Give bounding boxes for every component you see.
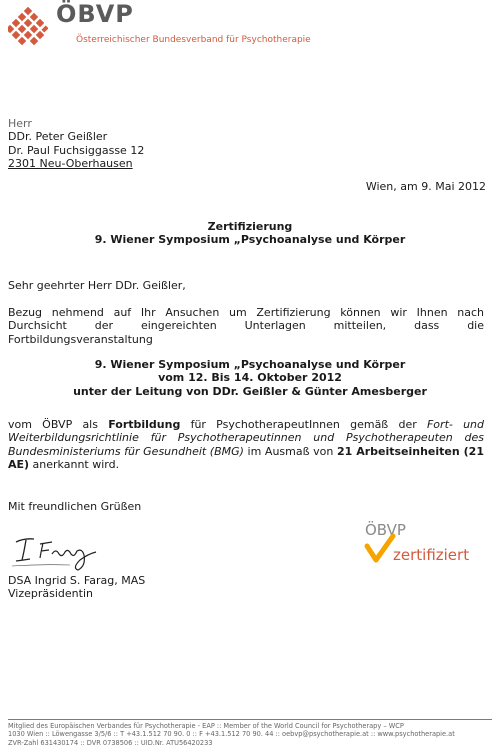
seal-check-icon	[367, 536, 393, 560]
handwritten-signature	[10, 530, 110, 572]
certification-paragraph	[8, 418, 484, 472]
greeting: Sehr geehrter Herr DDr. Geißler,	[8, 279, 186, 292]
signer-block	[8, 574, 145, 601]
signer-role: Vizepräsidentin	[8, 587, 93, 601]
recipient-name: DDr. Peter Geißler	[8, 130, 108, 144]
subject-line-1: Zertifizierung	[207, 220, 293, 233]
event-dates: vom 12. Bis 14. Oktober 2012	[158, 371, 342, 385]
footer	[8, 722, 455, 747]
recipient-street: Dr. Paul Fuchsiggasse 12	[8, 143, 145, 157]
para2-bold-units: 21 Arbeitseinheiten (21 AE)	[8, 444, 484, 472]
footer-line-2: 1030 Wien :: Löwengasse 3/5/6 :: T +43.1.512 70 90. 0 :: F +43.1.512 70 90. 44 :: oebvp@psychotherapie.at :: www.psychotherapie.at	[8, 730, 455, 739]
org-subtitle: Österreichischer Bundesverband für Psychotherapie	[76, 35, 311, 45]
event-block	[0, 358, 500, 398]
seal-org: ÖBVP	[365, 521, 406, 539]
letter-date: Wien, am 9. Mai 2012	[365, 180, 486, 193]
signer-name: DSA Ingrid S. Farag, MAS	[8, 574, 146, 587]
para2-guideline-italic: Fort- und Weiterbildungsrichtlinie für Psychotherapeutinnen und Psychotherapeuten des Bundesministeriums für Gesundheit (BMG)	[8, 418, 485, 458]
para2-text-3: im Ausmaß von	[243, 444, 337, 458]
closing: Mit freundlichen Grüßen	[8, 500, 142, 513]
subject-block	[0, 220, 500, 247]
intro-paragraph: Bezug nehmend auf Ihr Ansuchen um Zertifizierung können wir Ihnen nach Durchsicht der eingereichten Unterlagen mitteilen, dass die Fortbildungsveranstaltung	[8, 306, 484, 346]
obvp-logo-mark-icon	[8, 7, 48, 49]
event-lead: unter der Leitung von DDr. Geißler & Günter Amesberger	[73, 384, 427, 398]
event-title: 9. Wiener Symposium „Psychoanalyse und Körper	[94, 358, 406, 371]
recipient-salutation: Herr	[8, 117, 32, 130]
subject-line-2: 9. Wiener Symposium „Psychoanalyse und Körper	[94, 233, 406, 247]
certified-seal	[363, 518, 485, 566]
para2-bold-fortbildung: Fortbildung	[108, 418, 181, 431]
para2-text-1: vom ÖBVP als	[8, 418, 109, 431]
para2-text-4: anerkannt wird.	[29, 458, 120, 472]
org-name: ÖBVP	[56, 0, 134, 28]
footer-line-1: Mitglied des Europäischen Verbandes für Psychotherapie - EAP :: Member of the World Council for Psychotherapy – WCP	[8, 722, 404, 730]
para2-text-2: für PsychotherapeutInnen gemäß der	[180, 418, 427, 431]
footer-divider	[8, 719, 492, 720]
footer-line-3: ZVR-Zahl 631430174 :: DVR 0738506 :: UID.Nr. ATU56420233	[8, 738, 213, 747]
recipient-address	[8, 117, 144, 171]
recipient-city: 2301 Neu-Oberhausen	[8, 157, 133, 171]
seal-label: zertifiziert	[393, 546, 470, 564]
